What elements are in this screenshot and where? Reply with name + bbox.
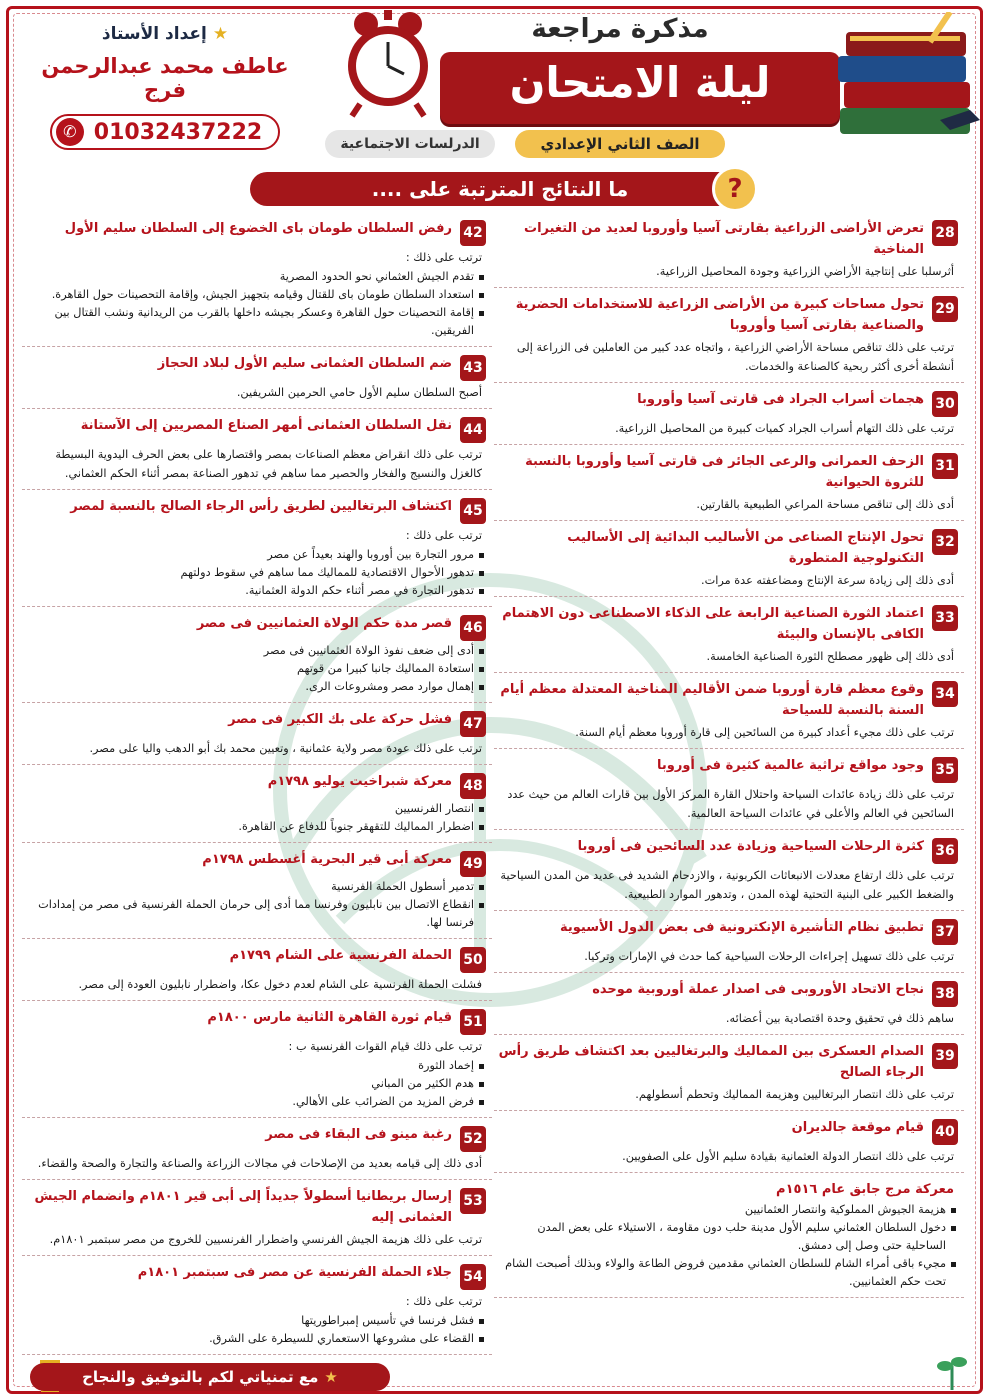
- item-number: 45: [460, 498, 486, 524]
- result-item: [22, 1256, 492, 1355]
- item-number: 35: [932, 757, 958, 783]
- item-number: 50: [460, 947, 486, 973]
- result-item: [494, 673, 964, 749]
- result-item: [22, 212, 492, 347]
- alarm-clock-icon: [338, 8, 438, 118]
- item-number: 38: [932, 981, 958, 1007]
- item-title: كثرة الرحلات السياحية وزيادة عدد السائحين فى أوروبا: [577, 839, 924, 854]
- result-item: [22, 1118, 492, 1180]
- section-heading: ما النتائج المترتبة على .... ?: [250, 172, 750, 206]
- item-body: ترتب على ذلك انقراض معظم الصناعات بمصر واقتصارها على بعض الحرف اليدوية البسيطة كالغزل والنسيج والفخار والحصير مما ساهم في تدهور الصناعة بمصر أثناء الحكم العثماني.: [55, 448, 482, 480]
- bullet-list: [26, 642, 486, 696]
- item-header: [498, 218, 958, 260]
- item-title: تحول الإنتاج الصناعى من الأساليب البدائية إلى الأساليب التكنولوجية المتطورة: [567, 530, 924, 566]
- item-header: [26, 353, 486, 381]
- item-number: 46: [460, 615, 486, 641]
- item-header: [498, 527, 958, 569]
- item-number: 53: [460, 1188, 486, 1214]
- item-number: 48: [460, 773, 486, 799]
- item-title: فشل حركة على بك الكبير فى مصر: [228, 712, 452, 727]
- result-item: [22, 1001, 492, 1118]
- phone-number: 01032437222: [93, 119, 263, 145]
- item-title: اكتشاف البرتغاليين لطريق رأس الرجاء الصالح بالنسبة لمصر: [70, 499, 452, 514]
- star-icon: ★: [212, 24, 229, 44]
- item-body: أصبح السلطان سليم الأول حامي الحرمين الشريفين.: [236, 386, 482, 399]
- item-title: نجاح الاتحاد الأوروبى فى اصدار عملة أوروبية موحده: [592, 982, 924, 997]
- item-title: معركة شبراخيت يوليو ١٧٩٨م: [267, 774, 452, 789]
- item-title: رفض السلطان طومان باى الخضوع إلى السلطان سليم الأول: [64, 221, 452, 236]
- item-body: ترتب على ذلك هزيمة الجيش الفرنسي واضطرار الفرنسيين للخروج من مصر سبتمبر ١٨٠١م.: [49, 1233, 482, 1246]
- item-body: ترتب على ذلك :: [405, 1295, 482, 1308]
- left-column: [22, 212, 492, 1355]
- item-header: [498, 755, 958, 783]
- item-title: قيام ثورة القاهرة الثانية مارس ١٨٠٠م: [207, 1010, 452, 1025]
- bullet-item: تقدم الجيش العثماني نحو الحدود المصرية: [26, 268, 486, 286]
- item-header: [26, 709, 486, 737]
- item-number: 31: [932, 453, 958, 479]
- subject-label: الدرلسات الاجتماعية: [325, 130, 495, 158]
- phone-icon: ✆: [56, 118, 84, 146]
- item-title: تعرض الأراضى الزراعية بقارتى آسيا وأوروبا لعديد من التغيرات المناخية: [524, 221, 924, 257]
- plant-icon: [935, 1352, 969, 1392]
- item-body: أدى ذلك إلى ظهور مصطلح الثورة الصناعية الخامسة.: [706, 650, 954, 663]
- item-title: وجود مواقع تراثية عالمية كثيرة فى أوروبا: [657, 758, 924, 773]
- result-item: [22, 939, 492, 1001]
- bullet-list: [498, 1201, 958, 1291]
- item-body: ترتب على ذلك انتصار الدولة العثمانية بقيادة سليم الأول على الصفويين.: [622, 1150, 954, 1163]
- item-title: قيام موقعة جالديران: [791, 1120, 924, 1135]
- bullet-item: استعادة المماليك جانبا كبيرا من قوتهم: [26, 660, 486, 678]
- bullet-item: فشل فرنسا في تأسيس إمبراطوريتها: [26, 1312, 486, 1330]
- bullet-item: إخماد الثورة: [26, 1057, 486, 1075]
- bullet-item: انقطاع الاتصال بين نابليون وفرنسا مما أدى إلى حرمان الحملة الفرنسية فى مصر من إمدادات فرنسا لها.: [26, 896, 486, 932]
- item-number: 32: [932, 529, 958, 555]
- footer-banner: ★مع تمنياتي لكم بالتوفيق والنجاح: [30, 1363, 390, 1391]
- item-header: [498, 451, 958, 493]
- item-number: 29: [932, 296, 958, 322]
- banner-title: ليلة الامتحان: [509, 58, 771, 107]
- result-item: [494, 597, 964, 673]
- item-title: نقل السلطان العثمانى أمهر الصناع المصريين إلى الآستانة: [80, 418, 452, 433]
- result-item: [494, 1035, 964, 1111]
- result-item: [22, 765, 492, 843]
- bullet-item: إقامة التحصينات حول القاهرة وعسكر بجيشه داخلها بالقرب من الريدانية ونشب القتال بين الفريقين.: [26, 304, 486, 340]
- item-number: 39: [932, 1043, 958, 1069]
- bullet-item: هدم الكثير من المباني: [26, 1075, 486, 1093]
- item-header: [498, 1117, 958, 1145]
- phone-box: [50, 114, 280, 150]
- item-header: [498, 389, 958, 417]
- item-number: 37: [932, 919, 958, 945]
- bullet-item: مرور التجارة بين أوروبا والهند بعيداً عن مصر: [26, 546, 486, 564]
- bullet-item: تدهور الأحوال الاقتصادية للمماليك مما ساهم في سقوط دولتهم: [26, 564, 486, 582]
- item-title: إرسال بريطانيا أسطولاً جديداً إلى أبى قير ١٨٠١م وانضمام الجيش العثمانى إليه: [34, 1189, 452, 1225]
- result-item: [494, 973, 964, 1035]
- item-number: 42: [460, 220, 486, 246]
- bullet-item: تدهور التجارة في مصر أثناء حكم الدولة العثمانية.: [26, 582, 486, 600]
- result-item: [494, 749, 964, 830]
- item-body: ساهم ذلك في تحقيق وحدة اقتصادية بين أعضائه.: [725, 1012, 954, 1025]
- item-header: [26, 415, 486, 443]
- item-body: ترتب على ذلك :: [405, 529, 482, 542]
- bullet-item: اضطرار المماليك للتقهقر جنوباً للدفاع عن القاهرة.: [26, 818, 486, 836]
- bullet-list: [26, 268, 486, 340]
- item-body: ترتب على ذلك تسهيل إجراءات الرحلات السياحية كما حدث في الإمارات وتركيا.: [584, 950, 954, 963]
- item-number: 44: [460, 417, 486, 443]
- result-item: [22, 1180, 492, 1256]
- item-title: تحول مساحات كبيرة من الأراضى الزراعية للاستخدامات الحضرية والصناعية بقارتى آسيا وأوروبا: [515, 297, 924, 333]
- result-item: [494, 911, 964, 973]
- bullet-list: [26, 546, 486, 600]
- item-header: [26, 849, 486, 877]
- item-header: [498, 836, 958, 864]
- item-title: الزحف العمرانى والرعى الجائر فى قارتى آسيا وأوروبا بالنسبة للثروة الحيوانية: [525, 454, 924, 490]
- item-body: ترتب على ذلك :: [405, 251, 482, 264]
- item-title: وقوع معظم قارة أوروبا ضمن الأقاليم المناخية المعتدلة معظم أيام السنة بالنسبة للسياحة: [500, 682, 924, 718]
- item-body: أدى ذلك إلى تناقص مساحة المراعي الطبيعية بالقارتين.: [696, 498, 954, 511]
- result-item: [494, 830, 964, 911]
- item-body: أدى ذلك إلى قيامه بعديد من الإصلاحات في مجالات الزراعة والصناعة والتجارة والصحة والقضاء.: [37, 1157, 482, 1170]
- teacher-box: [20, 20, 310, 150]
- result-item: [22, 607, 492, 703]
- item-header: [26, 1262, 486, 1290]
- bullet-item: استعداد السلطان طومان باى للقتال وقيامه بتجهيز الجيش، وإقامة التحصينات حول القاهرة.: [26, 286, 486, 304]
- item-number: 36: [932, 838, 958, 864]
- item-number: 51: [460, 1009, 486, 1035]
- item-header: [26, 613, 486, 641]
- item-body: أثرسلبا على إنتاجية الأراضي الزراعية وجودة المحاصيل الزراعية.: [656, 265, 954, 278]
- result-item: [22, 843, 492, 939]
- bullet-list: [26, 1312, 486, 1348]
- bullet-item: القضاء على مشروعها الاستعماري للسيطرة على الشرق.: [26, 1330, 486, 1348]
- item-header: [498, 679, 958, 721]
- item-title: الحملة الفرنسية على الشام ١٧٩٩م: [229, 948, 452, 963]
- item-number: 54: [460, 1264, 486, 1290]
- item-title: معركة أبى قير البحرية أغسطس ١٧٩٨م: [202, 852, 452, 867]
- item-title: الصدام العسكرى بين المماليك والبرتغاليين بعد اكتشاف طريق رأس الرجاء الصالح: [498, 1044, 924, 1080]
- item-title: اعتماد الثورة الصناعية الرابعة على الذكاء الاصطناعى دون الاهتمام الكافى بالإنسان والبيئة: [502, 606, 924, 642]
- item-body: أدى ذلك إلى زيادة سرعة الإنتاج ومضاعفته عدة مرات.: [701, 574, 954, 587]
- item-number: 52: [460, 1126, 486, 1152]
- result-item: [494, 445, 964, 521]
- bullet-item: أدى إلى ضعف نفوذ الولاة العثمانيين فى مصر: [26, 642, 486, 660]
- bullet-item: إهمال موارد مصر ومشروعات الرى.: [26, 678, 486, 696]
- item-header: [26, 1007, 486, 1035]
- title-banner: [440, 52, 840, 124]
- header: [0, 0, 989, 165]
- bullet-list: [26, 1057, 486, 1111]
- bullet-list: [26, 878, 486, 932]
- item-body: ترتب على ذلك انتصار البرتغاليين وهزيمة المماليك وتحطم أسطولهم.: [635, 1088, 954, 1101]
- item-body: ترتب على ذلك التهام أسراب الجراد كميات كبيرة من المحاصيل الزراعية.: [615, 422, 954, 435]
- item-number: 28: [932, 220, 958, 246]
- item-number: 33: [932, 605, 958, 631]
- review-title: مذكرة مراجعة: [531, 14, 709, 44]
- item-header: [26, 945, 486, 973]
- item-title: هجمات أسراب الجراد فى قارتى آسيا وأوروبا: [637, 392, 924, 407]
- result-item: [22, 703, 492, 765]
- result-item: [494, 1173, 964, 1298]
- bullet-item: دخول السلطان العثماني سليم الأول مدينة حلب دون مقاومة ، الاستيلاء على بعض المدن الساحلية حتى وصل إلى دمشق.: [498, 1219, 958, 1255]
- item-body: ترتب على ذلك مجيء أعداد كبيرة من السائحين إلى قارة أوروبا معظم أيام السنة.: [575, 726, 954, 739]
- result-item: [22, 409, 492, 490]
- item-body: ترتب على ذلك تناقص مساحة الأراضي الزراعية ، واتجاه عدد كبير من العاملين فى الزراعة إلى أنشطة أخرى أكثر ربحية كالصناعة والخدمات.: [516, 341, 954, 373]
- item-header: [26, 496, 486, 524]
- bullet-item: تدمير أسطول الحملة الفرنسية: [26, 878, 486, 896]
- item-number: 49: [460, 851, 486, 877]
- bullet-item: هزيمة الجيوش المملوكية وانتصار العثمانيين: [498, 1201, 958, 1219]
- item-header: [498, 603, 958, 645]
- result-item: [494, 383, 964, 445]
- item-body: ترتب على ذلك ارتفاع معدلات الانبعاثات الكربونية ، والازدحام الشديد فى عديد من المدن السياحية والضغط الكبير على البنية التحتية لهذه المدن ، وتدهور الموارد الطبيعية.: [500, 869, 954, 901]
- item-header: [26, 1124, 486, 1152]
- result-item: [22, 347, 492, 409]
- item-title: جلاء الحملة الفرنسية عن مصر فى سبتمبر ١٨٠١م: [137, 1265, 452, 1280]
- item-number: 30: [932, 391, 958, 417]
- teacher-label: ★إعداد الأستاذ: [101, 24, 229, 44]
- item-title: قصر مدة حكم الولاة العثمانيين فى مصر: [196, 616, 452, 631]
- result-item: [494, 1111, 964, 1173]
- item-header: [498, 979, 958, 1007]
- item-number: 40: [932, 1119, 958, 1145]
- item-number: 43: [460, 355, 486, 381]
- item-header: [26, 1186, 486, 1228]
- item-title: ضم السلطان العثمانى سليم الأول لبلاد الحجاز: [157, 356, 452, 371]
- item-body: فشلت الحملة الفرنسية على الشام لعدم دخول عكا، واضطرار نابليون العودة إلى مصر.: [78, 978, 482, 991]
- item-title: معركة مرج جابق عام ١٥١٦م: [776, 1182, 954, 1197]
- bullet-list: [26, 800, 486, 836]
- item-body: ترتب على ذلك قيام القوات الفرنسية ب :: [288, 1040, 482, 1053]
- result-item: [494, 212, 964, 288]
- item-header: [26, 771, 486, 799]
- right-column: [494, 212, 964, 1298]
- item-header: [26, 218, 486, 246]
- item-title: رغبة مينو فى البقاء فى مصر: [265, 1127, 452, 1142]
- result-item: [494, 288, 964, 383]
- bullet-item: فرض المزيد من الضرائب على الأهالي.: [26, 1093, 486, 1111]
- item-header: [498, 294, 958, 336]
- item-body: ترتب على ذلك زيادة عائدات السياحة واحتلال القارة المركز الأول بين قارات العالم من حيث عدد السائحين في العالم والأعلى في عائدات السياحة العالمية.: [507, 788, 954, 820]
- item-header: [498, 1041, 958, 1083]
- item-number: 47: [460, 711, 486, 737]
- result-item: [494, 521, 964, 597]
- item-body: ترتب على ذلك عودة مصر ولاية عثمانية ، وتعيين محمد بك أبو الدهب واليا على مصر.: [89, 742, 482, 755]
- star-icon: ★: [324, 1368, 338, 1386]
- item-title: تطبيق نظام التأشيرة الإنكترونية فى بعض الدول الأسيوية: [560, 920, 924, 935]
- bullet-item: انتصار الفرنسيين: [26, 800, 486, 818]
- item-header: [498, 917, 958, 945]
- item-number: 34: [932, 681, 958, 707]
- grade-label: الصف الثاني الإعدادي: [515, 130, 725, 158]
- books-icon: [830, 12, 980, 152]
- bullet-item: مجيء باقى أمراء الشام للسلطان العثماني مقدمين فروض الطاعة والولاء وبذلك أصبحت الشام تحت حكم العثمانيين.: [498, 1255, 958, 1291]
- teacher-name: عاطف محمد عبدالرحمن فرج: [41, 54, 289, 102]
- question-book-icon: ?: [712, 166, 758, 212]
- result-item: [22, 490, 492, 607]
